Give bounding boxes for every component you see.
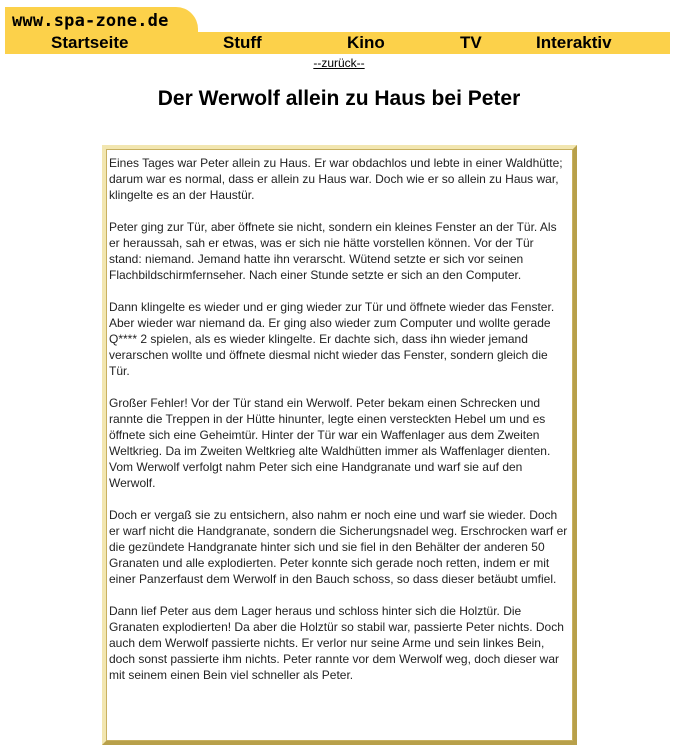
nav-stuff[interactable]: Stuff xyxy=(223,33,262,52)
nav-startseite[interactable]: Startseite xyxy=(51,33,129,52)
story-paragraph: Dann klingelte es wieder und er ging wieder zur Tür und öffnete wieder das Fenster. Aber wieder war niemand da. Er ging also wieder zum Computer und wollte gerade Q**** 2 spielen, als es wieder klingelte. Er dachte sich, dass ihn wieder jemand verarschen wollte und öffnete diesmal nicht wieder das Fenster, sondern gleich die Tür. xyxy=(109,300,555,378)
story-frame xyxy=(102,145,577,745)
story-paragraph: Doch er vergaß sie zu entsichern, also nahm er noch eine und warf sie wieder. Doch er warf nicht die Handgranate, sondern die Sicherungsnadel weg. Erschrocken warf er die gezündete Handgranate hinter sich und sie fiel in den Behälter der anderen 50 Granaten und alle explodierten. Peter konnte sich gerade noch retten, indem er mit einer Panzerfaust dem Werwolf in den Bauch schoss, so dass dieser betäubt umfiel. xyxy=(109,508,568,586)
story-content xyxy=(106,149,573,741)
page-title: Der Werwolf allein zu Haus bei Peter xyxy=(157,87,521,110)
story-paragraph: Peter ging zur Tür, aber öffnete sie nicht, sondern ein kleines Fenster an der Tür. Als er heraussah, sah er etwas, was er sich nie hätte vorstellen können. Vor der Tür stand: niemand. Jemand hatte ihn verarscht. Wütend setzte er sich vor seinen Flachbildschirmfernseher. Nach einer Stunde setzte er sich an den Computer. xyxy=(109,220,557,282)
nav-interaktiv[interactable]: Interaktiv xyxy=(536,33,612,52)
nav-tv[interactable]: TV xyxy=(460,33,482,52)
main-nav-bar xyxy=(5,32,670,54)
story-paragraph: Großer Fehler! Vor der Tür stand ein Werwolf. Peter bekam einen Schrecken und rannte die Treppen in der Hütte hinunter, legte einen versteckten Hebel um und es öffnete sich eine Geheimtür. Hinter der Tür war ein Waffenlager aus dem Zweiten Weltkrieg. Da im Zweiten Weltkrieg alte Waldhütten immer als Waffenlager dienten. Vom Werwolf verfolgt nahm Peter sich eine Handgranate und warf sie auf den Werwolf. xyxy=(109,396,551,490)
back-link[interactable]: --zurück-- xyxy=(313,56,365,70)
nav-kino[interactable]: Kino xyxy=(347,33,385,52)
story-paragraph: Dann lief Peter aus dem Lager heraus und schloss hinter sich die Holztür. Die Granaten explodierten! Da aber die Holztür so stabil war, passierte Peter nichts. Doch auch dem Werwolf passierte nichts. Er verlor nur seine Arme und sein linkes Bein, doch sonst passierte ihm nichts. Peter rannte vor dem Werwolf weg, doch dieser war mit seinem einen Bein viel schneller als Peter. xyxy=(109,604,564,682)
site-logo[interactable]: www.spa-zone.de xyxy=(12,11,169,31)
story-paragraph: Eines Tages war Peter allein zu Haus. Er war obdachlos und lebte in einer Waldhütte; darum war es normal, dass er allein zu Haus war. Doch wie er so allein zu Haus war, klingelte es an der Haustür. xyxy=(109,156,563,202)
